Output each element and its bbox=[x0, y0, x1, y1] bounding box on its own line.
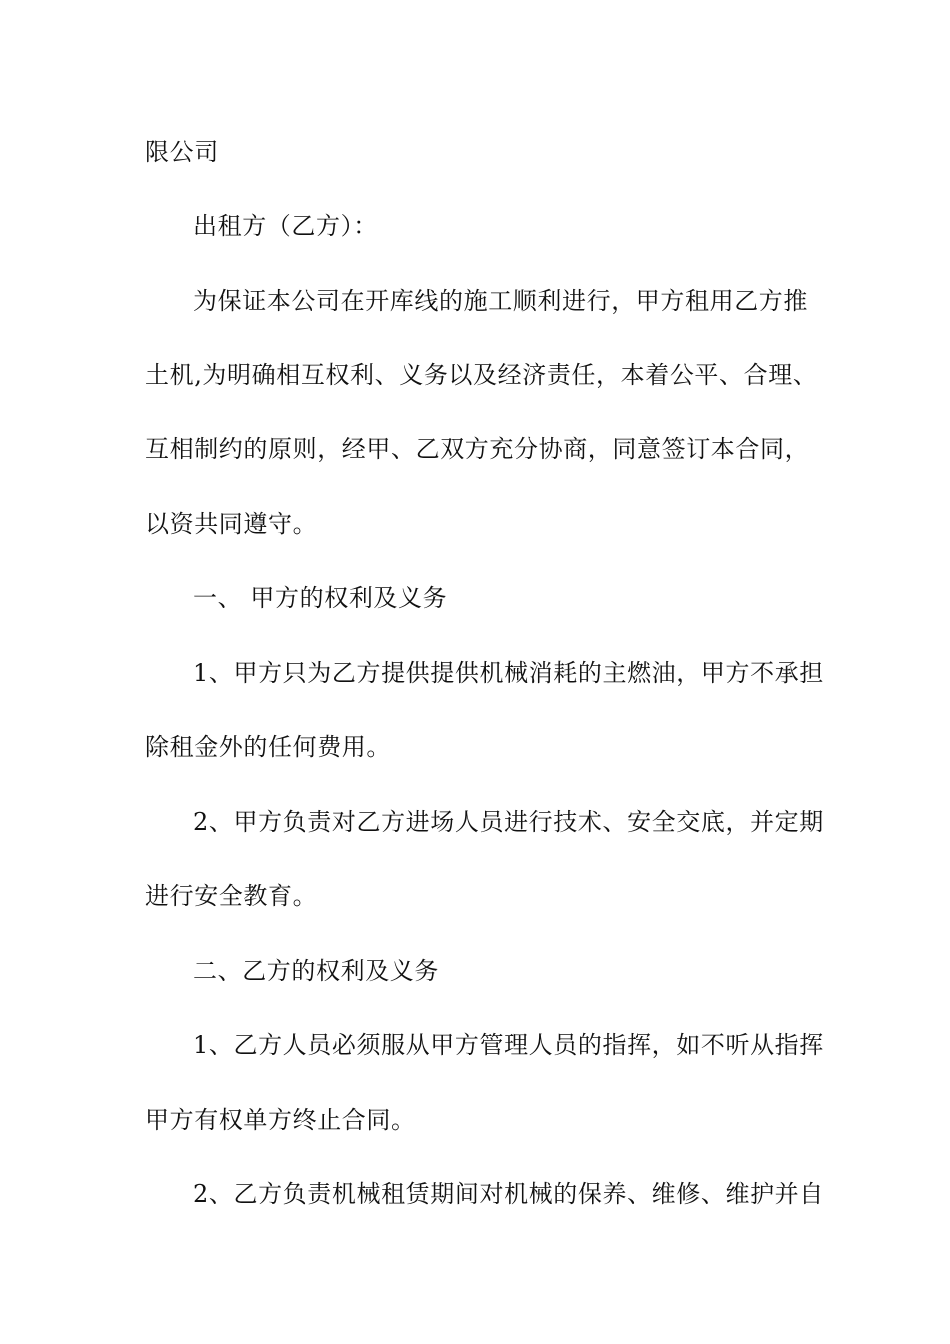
text-line-b1-1: 1、乙方人员必须服从甲方管理人员的指挥，如不听从指挥 bbox=[193, 1031, 824, 1059]
text-line-b1-2: 甲方有权单方终止合同。 bbox=[145, 1106, 416, 1134]
text-line-preamble-1: 为保证本公司在开库线的施工顺利进行，甲方租用乙方推 bbox=[193, 287, 808, 315]
text-line-b2-1: 2、乙方负责机械租赁期间对机械的保养、维修、维护并自 bbox=[193, 1180, 824, 1208]
text-line-a2-1: 2、甲方负责对乙方进场人员进行技术、安全交底，并定期 bbox=[193, 808, 824, 836]
text-line-preamble-3: 互相制约的原则，经甲、乙双方充分协商，同意签订本合同， bbox=[145, 435, 810, 463]
text-line-a2-2: 进行安全教育。 bbox=[145, 882, 318, 910]
text-line-a1-1: 1、甲方只为乙方提供提供机械消耗的主燃油，甲方不承担 bbox=[193, 659, 824, 687]
text-line-lessor: 出租方（乙方）： bbox=[193, 212, 378, 240]
section-heading-party-b: 二、乙方的权利及义务 bbox=[193, 957, 439, 985]
text-line-a1-2: 除租金外的任何费用。 bbox=[145, 733, 391, 761]
section-heading-party-a: 一、 甲方的权利及义务 bbox=[193, 584, 448, 612]
text-line-preamble-2: 土机,为明确相互权利、义务以及经济责任，本着公平、合理、 bbox=[145, 361, 818, 389]
text-line-company-suffix: 限公司 bbox=[145, 138, 219, 166]
text-line-preamble-4: 以资共同遵守。 bbox=[145, 510, 318, 538]
